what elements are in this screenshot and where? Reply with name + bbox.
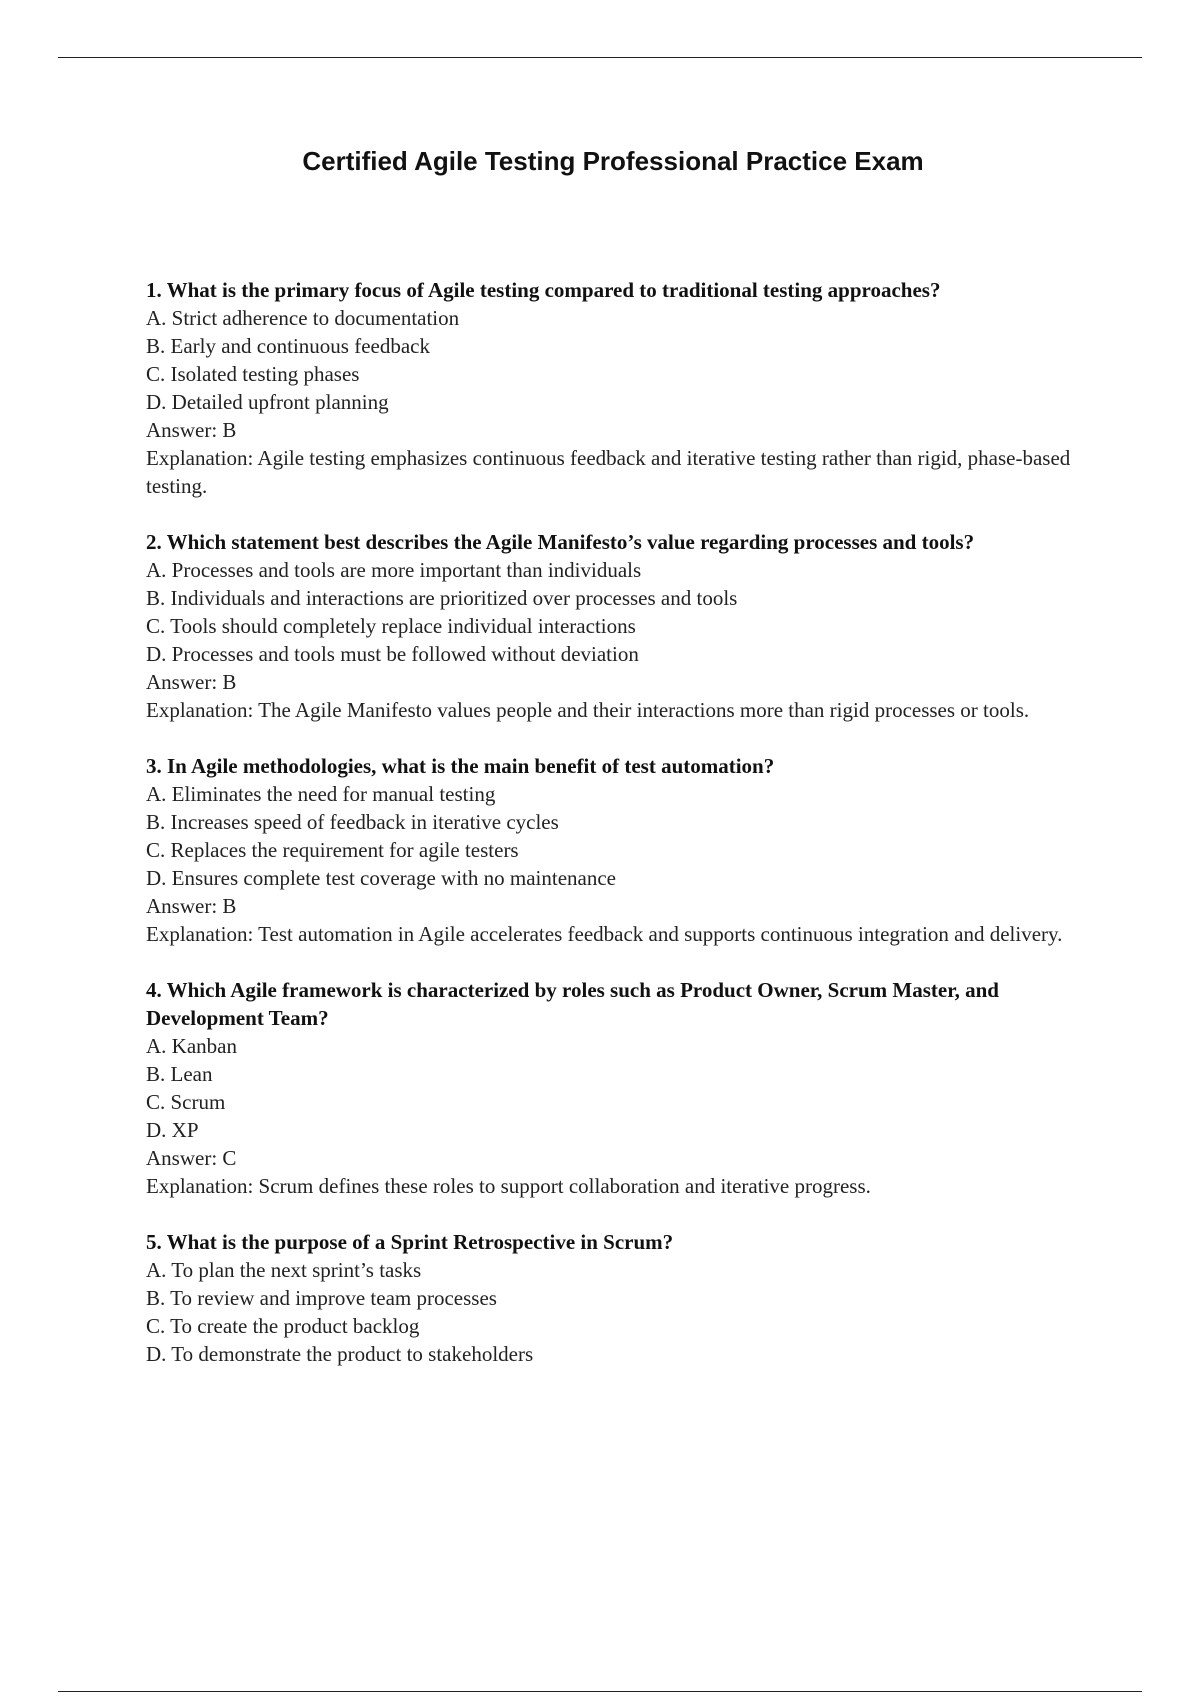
option-b: B. Lean — [146, 1062, 213, 1086]
option-a: A. To plan the next sprint’s tasks — [146, 1258, 422, 1282]
answer: Answer: C — [146, 1146, 237, 1170]
option-a: A. Strict adherence to documentation — [146, 306, 460, 330]
option-c: C. Scrum — [146, 1090, 226, 1114]
question-stem: 5. What is the purpose of a Sprint Retrospective in Scrum? — [146, 1230, 674, 1254]
explanation: Explanation: Agile testing emphasizes continuous feedback and iterative testing rather than rigid, phase-based testing. — [146, 446, 1071, 498]
option-a: A. Eliminates the need for manual testing — [146, 782, 496, 806]
option-b: B. Early and continuous feedback — [146, 334, 430, 358]
option-b: B. Increases speed of feedback in iterative cycles — [146, 810, 559, 834]
option-d: D. To demonstrate the product to stakeholders — [146, 1342, 534, 1366]
bottom-rule — [58, 1691, 1142, 1692]
question-4 — [146, 976, 1096, 1200]
option-d: D. Ensures complete test coverage with no maintenance — [146, 866, 616, 890]
option-d: D. Detailed upfront planning — [146, 390, 389, 414]
answer: Answer: B — [146, 670, 237, 694]
option-c: C. Isolated testing phases — [146, 362, 360, 386]
question-2 — [146, 528, 1096, 724]
top-rule — [58, 57, 1142, 58]
question-1 — [146, 276, 1096, 500]
option-a: A. Processes and tools are more important than individuals — [146, 558, 642, 582]
question-list — [146, 276, 1096, 1396]
option-c: C. Tools should completely replace individual interactions — [146, 614, 636, 638]
question-3 — [146, 752, 1096, 948]
option-b: B. To review and improve team processes — [146, 1286, 497, 1310]
answer: Answer: B — [146, 894, 237, 918]
question-5 — [146, 1228, 1096, 1368]
option-d: D. Processes and tools must be followed without deviation — [146, 642, 639, 666]
option-d: D. XP — [146, 1118, 199, 1142]
option-c: C. Replaces the requirement for agile testers — [146, 838, 519, 862]
question-stem: 2. Which statement best describes the Agile Manifesto’s value regarding processes and tools? — [146, 530, 975, 554]
page-title: Certified Agile Testing Professional Practice Exam — [302, 146, 924, 176]
explanation: Explanation: The Agile Manifesto values people and their interactions more than rigid processes or tools. — [146, 698, 1030, 722]
answer: Answer: B — [146, 418, 237, 442]
option-a: A. Kanban — [146, 1034, 237, 1058]
explanation: Explanation: Scrum defines these roles to support collaboration and iterative progress. — [146, 1174, 871, 1198]
question-stem: 3. In Agile methodologies, what is the main benefit of test automation? — [146, 754, 775, 778]
explanation: Explanation: Test automation in Agile accelerates feedback and supports continuous integration and delivery. — [146, 922, 1063, 946]
question-stem: 1. What is the primary focus of Agile testing compared to traditional testing approaches? — [146, 278, 941, 302]
option-c: C. To create the product backlog — [146, 1314, 420, 1338]
option-b: B. Individuals and interactions are prioritized over processes and tools — [146, 586, 738, 610]
question-stem: 4. Which Agile framework is characterized by roles such as Product Owner, Scrum Master, and Development Team? — [146, 978, 999, 1030]
